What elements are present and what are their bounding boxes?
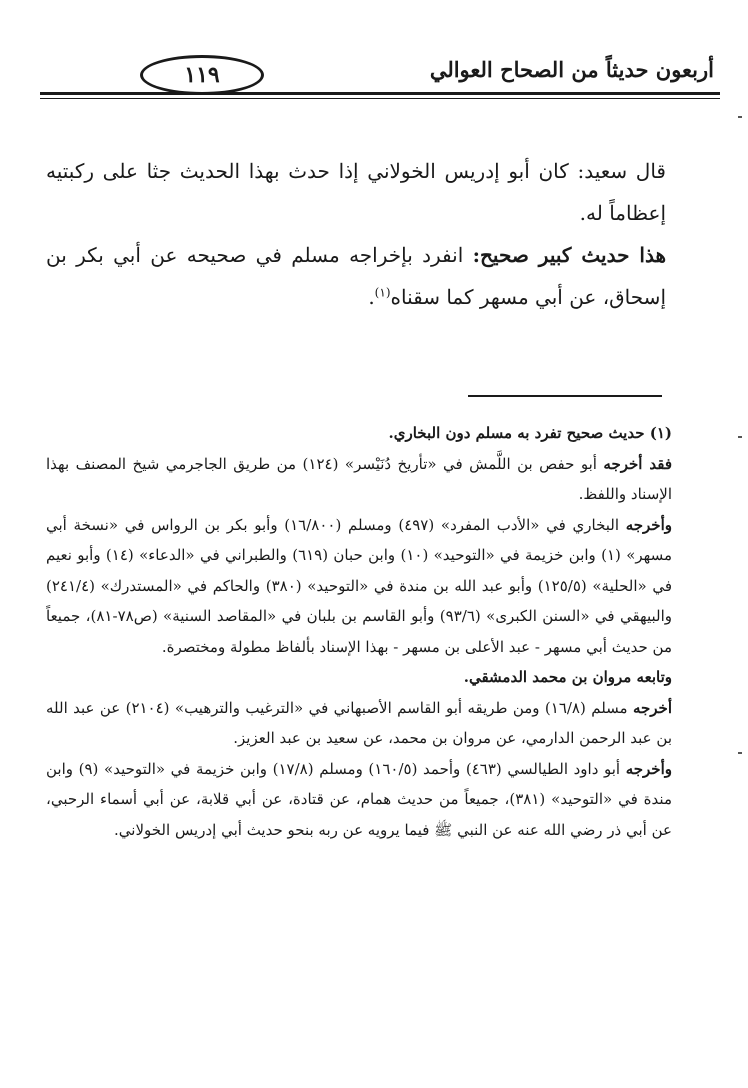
running-title: أربعون حديثاً من الصحاح العوالي — [429, 57, 714, 82]
main-text — [46, 150, 666, 318]
footnote-block-1-lead: فقد أخرجه — [603, 454, 672, 473]
header-rule-thick — [40, 92, 720, 95]
verdict-bold: هذا حديث كبير صحيح: — [472, 243, 667, 267]
footnote-block-2-lead: وأخرجه — [625, 515, 672, 534]
paragraph-2-text: انفرد بإخراجه مسلم في صحيحه عن أبي بكر بن إسحاق، عن أبي مسهر كما سقناه — [46, 243, 666, 309]
footnote-block-1-text: أبو حفص بن اللَّمش في «تأريخ دُنَيْسر» (١٢٤) من طريق الجاجرمي شيخ المصنف بهذا الإسناد واللفظ. — [46, 454, 672, 503]
margin-mark — [738, 116, 742, 118]
page-number-badge — [140, 55, 264, 95]
paragraph-2 — [46, 234, 666, 318]
margin-mark — [738, 752, 742, 754]
footnote-block-4-text: مسلم (١٦/٨) ومن طريقه أبو القاسم الأصبهاني في «الترغيب والترهيب» (٢١٠٤) عن عبد الله بن عبد الرحمن الدارمي، عن مروان بن محمد، عن سعيد بن عبد العزيز. — [46, 698, 672, 747]
footnote-1-heading-text: (١) حديث صحيح تفرد به مسلم دون البخاري. — [388, 424, 672, 442]
footnote-block-3 — [46, 662, 672, 693]
footnote-separator — [468, 395, 662, 397]
footnote-block-1 — [46, 449, 672, 510]
page-number: ١١٩ — [184, 62, 220, 88]
paragraph-1: قال سعيد: كان أبو إدريس الخولاني إذا حدث بهذا الحديث جثا على ركبتيه إعظاماً له. — [46, 159, 666, 225]
footnote-1-heading — [46, 418, 672, 449]
paragraph-2-end: . — [368, 285, 375, 309]
footnote-block-2-text: البخاري في «الأدب المفرد» (٤٩٧) ومسلم (١٦/٨٠٠) وأبو بكر بن الرواس في «نسخة أبي مسهر» (١) وابن خزيمة في «التوحيد» (١٠) وابن حبان (٦١٩) والطبراني في «الدعاء» (١٤) وأبو نعيم في «الحلية» (١٢٥/٥) وأبو عبد الله بن مندة في «التوحيد» (٣٨٠) والحاكم في «المستدرك» (٢٤١/٤) والبيهقي في «السنن الكبرى» (٩٣/٦) وأبو القاسم بن بلبان في «المقاصد السنية» (ص٧٨-٨١)، جميعاً من حديث أبي مسهر - عبد الأعلى بن مسهر - بهذا الإسناد بألفاظ مطولة ومختصرة. — [46, 515, 672, 656]
footnote-block-5-lead: وأخرجه — [625, 759, 672, 778]
footnote-block-4 — [46, 693, 672, 754]
footnote-block-5 — [46, 754, 672, 846]
footnote-block-5-text: أبو داود الطيالسي (٤٦٣) وأحمد (١٦٠/٥) ومسلم (١٧/٨) وابن خزيمة في «التوحيد» (٩) وابن مندة في «التوحيد» (٣٨١)، جميعاً من حديث همام، عن قتادة، عن أبي قلابة، عن أبي أسماء الرحبي، عن أبي ذر رضي الله عنه عن النبي ﷺ فيما يرويه عن ربه بنحو حديث أبي إدريس الخولاني. — [46, 759, 672, 839]
footnote-block-4-lead: أخرجه — [632, 698, 672, 717]
header-rule-thin — [40, 98, 720, 99]
footnote-block-3-text: وتابعه مروان بن محمد الدمشقي. — [463, 668, 672, 686]
margin-mark — [738, 436, 742, 438]
footnote-block-2 — [46, 510, 672, 663]
page-header — [40, 55, 720, 101]
footnote-ref: (١) — [374, 285, 391, 300]
footnotes — [46, 418, 672, 845]
